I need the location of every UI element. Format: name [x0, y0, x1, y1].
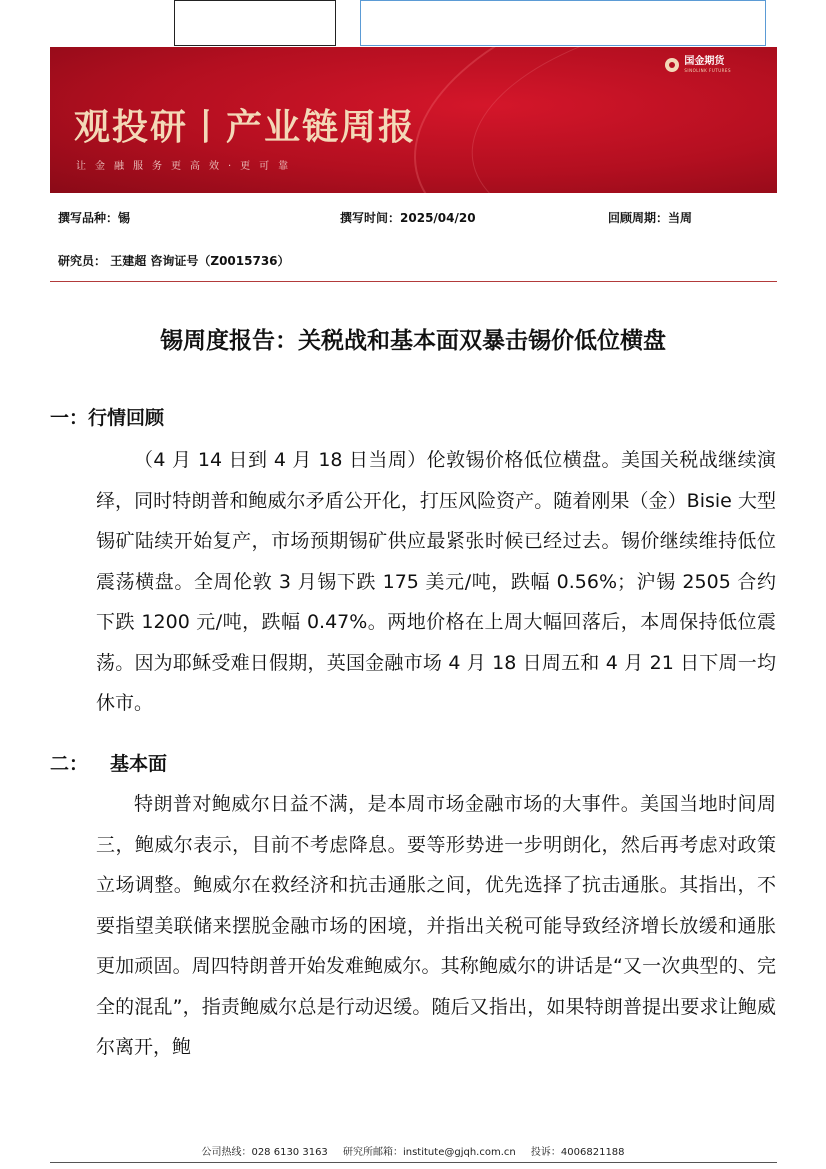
researcher-value: 王建超 咨询证号（Z0015736）: [110, 254, 290, 268]
header-divider: [50, 281, 777, 282]
footer-hotline: 公司热线：028 6130 3163: [201, 1147, 328, 1158]
meta-time: [340, 209, 476, 226]
period-label: 回顾周期：: [608, 211, 669, 225]
market-review-paragraph: （4 月 14 日到 4 月 18 日当周）伦敦锡价格低位横盘。美国关税战继续演绎，同时特朗普和鲍威尔矛盾公开化，打压风险资产。随着刚果（金）Bisie 大型锡矿陆续开始复产，市场预期锡矿供应最紧张时候已经过去。锡价继续维持低位震荡横盘。全周伦敦 3 月锡下跌 175 美元/吨，跌幅 0.56%；沪锡 2505 合约下跌 1200 元/吨，跌幅 0.47%。两地价格在上周大幅回落后，本周保持低位震荡。因为耶稣受难日假期，英国金融市场 4 月 18 日周五和 4 月 21 日下周一均休市。: [96, 449, 776, 714]
footer-email: 研究所邮箱：institute@gjqh.com.cn: [342, 1147, 516, 1158]
banner-slogan: 让金融服务更高效·更可靠: [76, 161, 298, 172]
header-box-right: [360, 0, 766, 46]
banner-title: 观投研丨产业链周报: [74, 107, 417, 148]
logo-icon: [665, 58, 679, 72]
footer-complaint: 投诉：4006821188: [530, 1147, 625, 1158]
time-label: 撰写时间：: [340, 211, 401, 225]
meta-variety: [58, 209, 130, 226]
fundamentals-paragraph: 特朗普对鲍威尔日益不满，是本周市场金融市场的大事件。美国当地时间周三，鲍威尔表示，目前不考虑降息。要等形势进一步明朗化，然后再考虑对政策立场调整。鲍威尔在救经济和抗击通胀之间，优先选择了抗击通胀。其指出，不要指望美联储来摆脱金融市场的困境，并指出关税可能导致经济增长放缓和通胀更加顽固。周四特朗普开始发难鲍威尔。其称鲍威尔的讲话是“又一次典型的、完全的混乱”，指责鲍威尔总是行动迟缓。随后又指出，如果特朗普提出要求让鲍威尔离开，鲍: [96, 793, 776, 1058]
meta-period: [608, 209, 692, 226]
researcher-label: 研究员：: [58, 254, 107, 268]
report-banner: [50, 47, 777, 193]
variety-label: 撰写品种：: [58, 211, 119, 225]
meta-researcher: [58, 252, 290, 269]
section-title: 基本面: [110, 753, 168, 775]
report-title: 锡周度报告：关税战和基本面双暴击锡价低位横盘: [160, 328, 666, 354]
section-heading-market-review: 一：行情回顾: [50, 407, 165, 429]
period-value: 当周: [668, 211, 693, 225]
section-number: 二：: [50, 753, 89, 775]
company-logo: [665, 57, 731, 73]
variety-value: 锡: [118, 211, 131, 225]
page-footer: [0, 1143, 826, 1158]
time-value: 2025/04/20: [400, 211, 476, 225]
logo-name: 国金期货: [684, 56, 725, 67]
logo-name-en: SINOLINK FUTURES: [684, 68, 731, 73]
footer-divider: [50, 1162, 777, 1163]
section-heading-fundamentals: [50, 749, 167, 776]
header-box-left: [174, 0, 336, 46]
